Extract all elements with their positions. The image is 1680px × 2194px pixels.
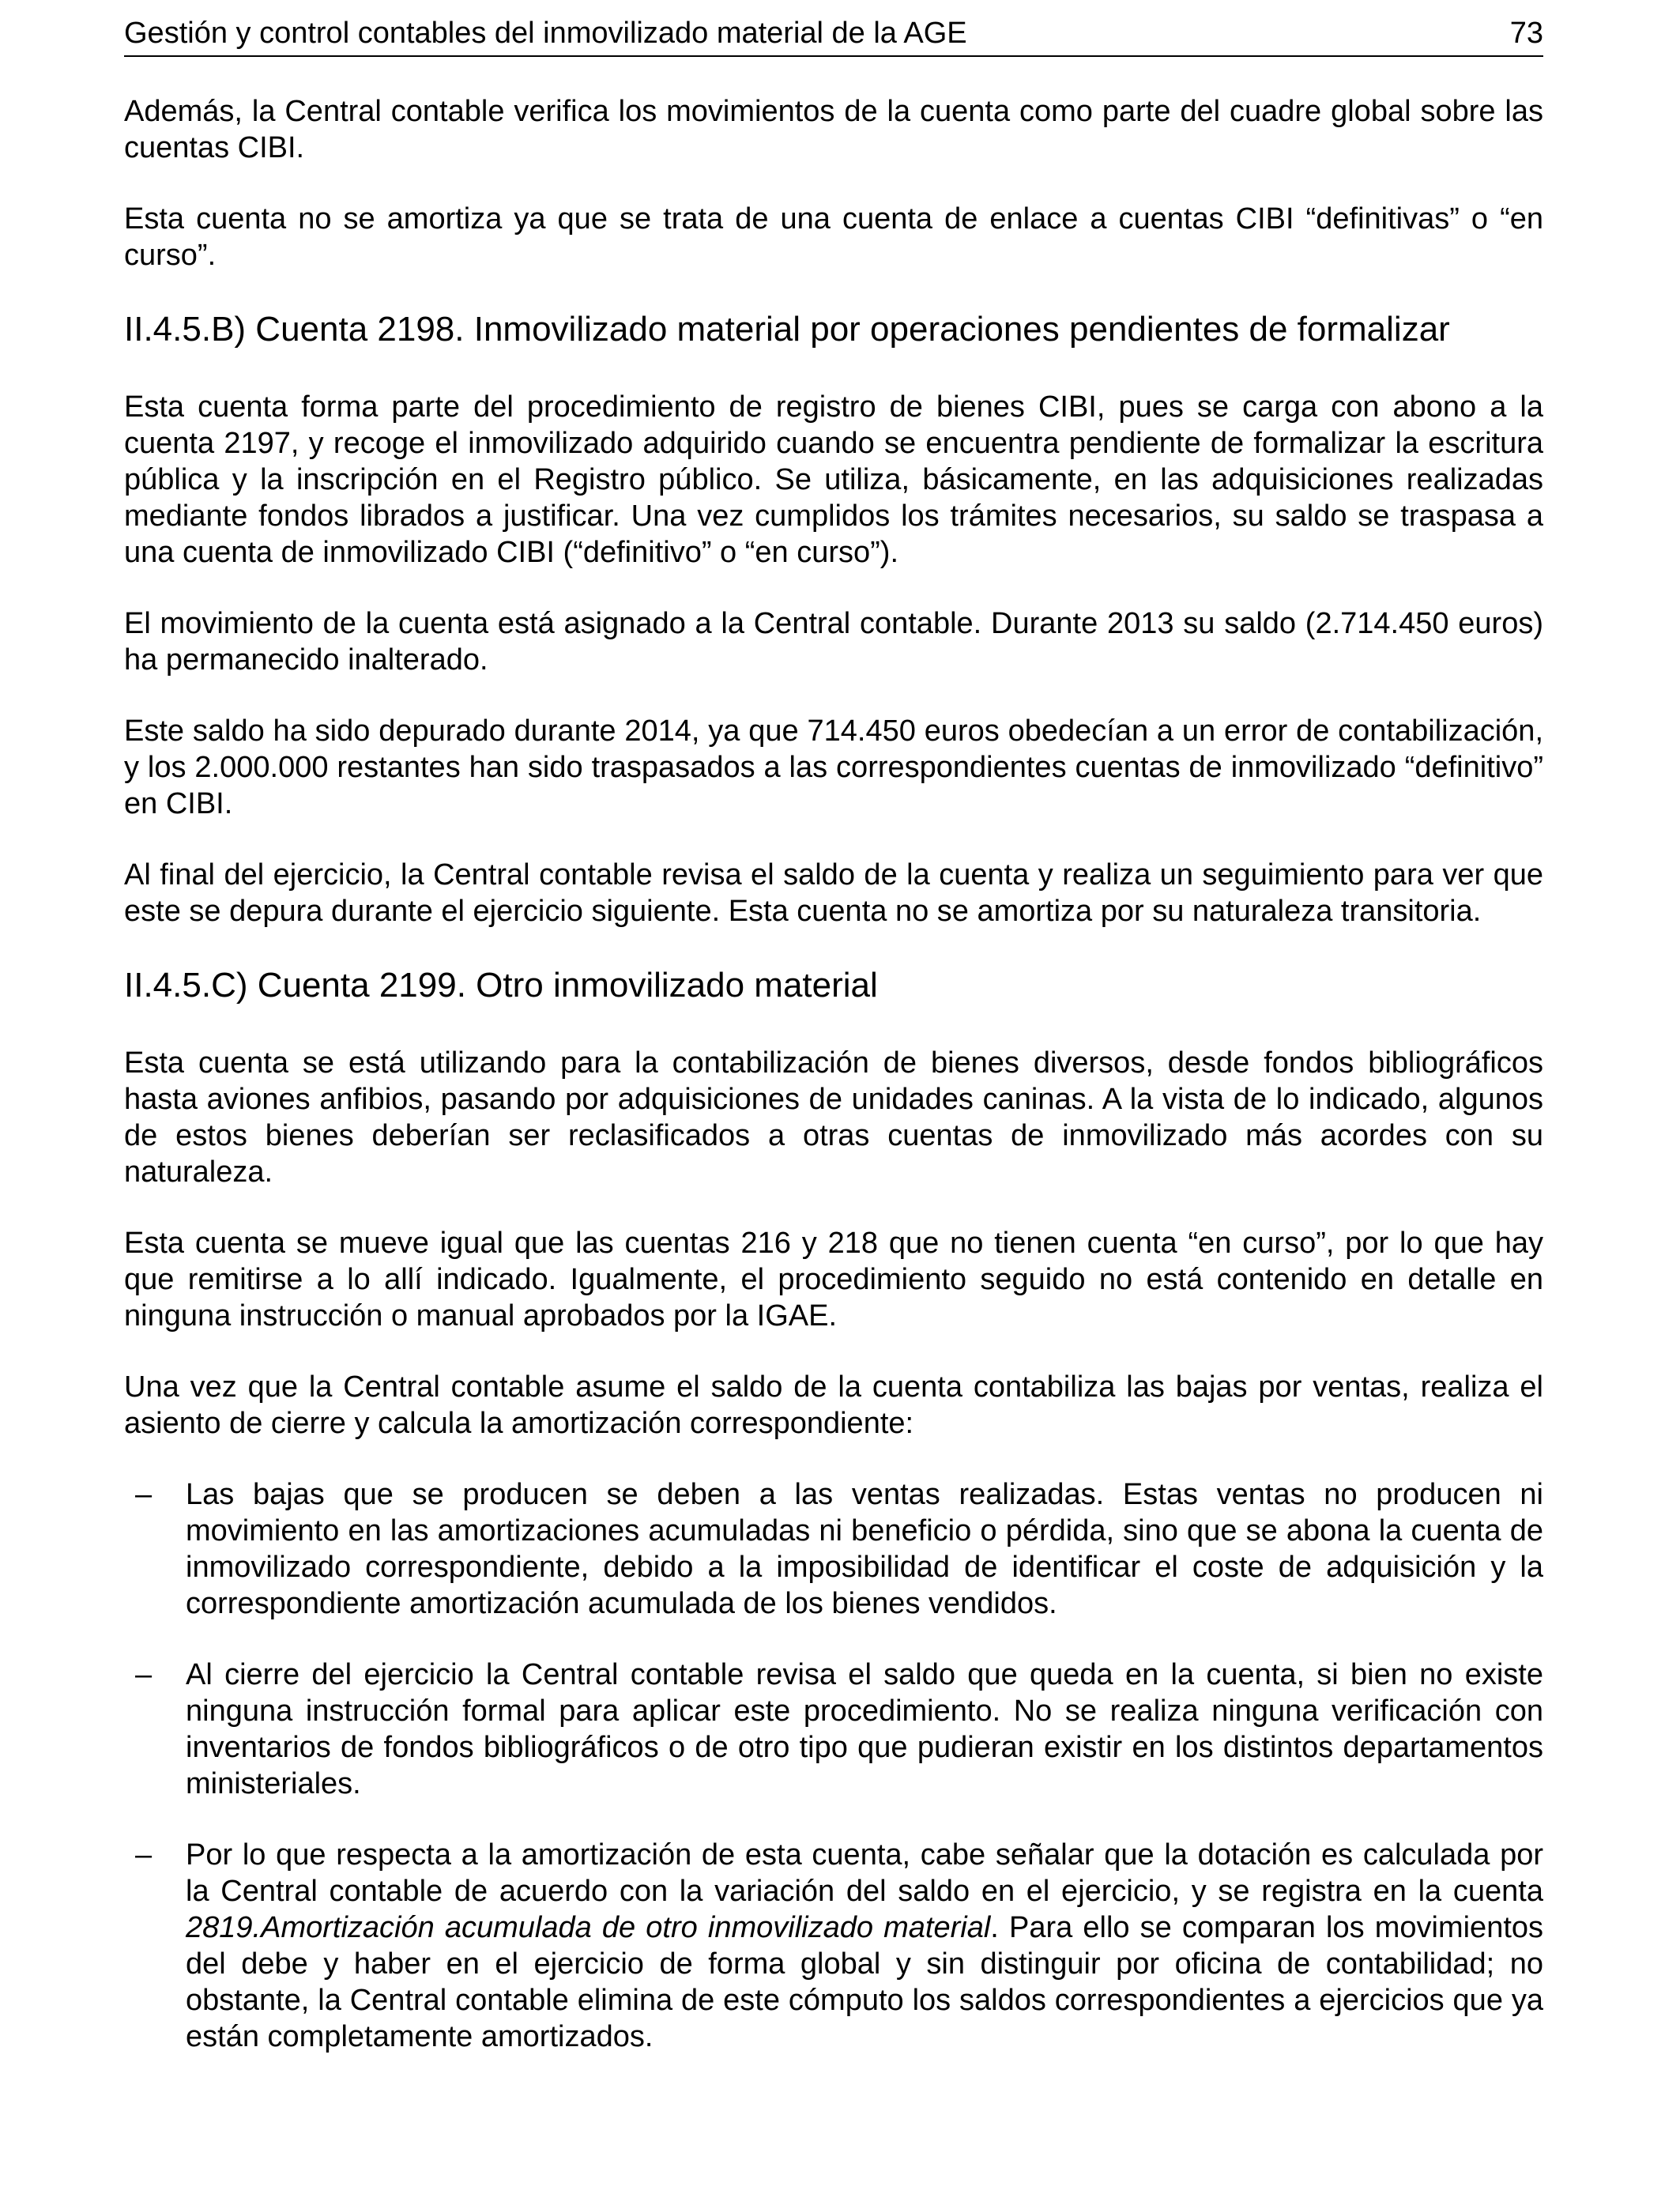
list-item-text: Al cierre del ejercicio la Central contable revisa el saldo que queda en la cuenta, si bien no existe ninguna instrucción formal para aplicar este procedimiento. No se realiza ninguna verificación con inventarios de fondos bibliográficos o de otro tipo que pudieran existir en los distintos departamentos ministeriales. — [186, 1658, 1543, 1800]
paragraph: Esta cuenta forma parte del procedimiento de registro de bienes CIBI, pues se carga con abono a la cuenta 2197, y recoge el inmovilizado adquirido cuando se encuentra pendiente de formalizar la escritura pública y la inscripción en el Registro público. Se utiliza, básicamente, en las adquisiciones realizadas mediante fondos librados a justificar. Una vez cumplidos los trámites necesarios, su saldo se traspasa a una cuenta de inmovilizado CIBI (“definitivo” o “en curso”). — [124, 390, 1543, 569]
dash-bullet-icon: – — [135, 1478, 153, 1511]
dash-bullet-icon: – — [135, 1838, 153, 1872]
paragraph: Este saldo ha sido depurado durante 2014, ya que 714.450 euros obedecían a un error de contabilización, y los 2.000.000 restantes han sido traspasados a las correspondientes cuentas de inmovilizado “definitivo” en CIBI. — [124, 714, 1543, 820]
list-item-text-start: Por lo que respecta a la amortización de esta cuenta, cabe señalar que la dotación es calculada por la Central contable de acuerdo con la variación del saldo en el ejercicio, y se registra en la cuenta — [186, 1838, 1543, 1908]
page-header — [124, 14, 1543, 57]
account-name-italic: 2819.Amortización acumulada de otro inmovilizado material — [186, 1911, 991, 1944]
section-heading-2198: II.4.5.B) Cuenta 2198. Inmovilizado material por operaciones pendientes de formalizar — [124, 310, 1450, 349]
list-item-text-end: . Para ello se comparan los movimientos del debe y haber en el ejercicio de forma global y sin distinguir por oficina de contabilidad; no obstante, la Central contable elimina de este cómputo los saldos correspondientes a ejercicios que ya están completamente amortizados. — [186, 1911, 1544, 2053]
document-page — [124, 0, 1543, 2194]
bullet-list — [124, 1476, 1543, 2055]
list-item-text: Las bajas que se producen se deben a las ventas realizadas. Estas ventas no producen ni movimiento en las amortizaciones acumuladas ni beneficio o pérdida, sino que se abona la cuenta de inmovilizado correspondiente, debido a la imposibilidad de identificar el coste de adquisición y la correspondiente amortización acumulada de los bienes vendidos. — [186, 1478, 1543, 1620]
dash-bullet-icon: – — [135, 1658, 153, 1691]
paragraph: Al final del ejercicio, la Central contable revisa el saldo de la cuenta y realiza un seguimiento para ver que este se depura durante el ejercicio siguiente. Esta cuenta no se amortiza por su naturaleza transitoria. — [124, 858, 1543, 928]
paragraph: El movimiento de la cuenta está asignado a la Central contable. Durante 2013 su saldo (2.714.450 euros) ha permanecido inalterado. — [124, 607, 1543, 677]
list-item — [124, 1837, 1543, 2055]
paragraph: Esta cuenta no se amortiza ya que se trata de una cuenta de enlace a cuentas CIBI “definitivas” o “en curso”. — [124, 202, 1543, 272]
page-number: 73 — [1509, 17, 1543, 50]
list-item — [124, 1476, 1543, 1622]
list-item — [124, 1657, 1543, 1802]
header-title: Gestión y control contables del inmovilizado material de la AGE — [124, 17, 967, 50]
paragraph: Esta cuenta se mueve igual que las cuentas 216 y 218 que no tienen cuenta “en curso”, por lo que hay que remitirse a lo allí indicado. Igualmente, el procedimiento seguido no está contenido en detalle en ninguna instrucción o manual aprobados por la IGAE. — [124, 1227, 1543, 1333]
paragraph: Además, la Central contable verifica los movimientos de la cuenta como parte del cuadre global sobre las cuentas CIBI. — [124, 95, 1543, 164]
section-heading-2199: II.4.5.C) Cuenta 2199. Otro inmovilizado material — [124, 966, 878, 1005]
document-body — [124, 93, 1543, 2090]
paragraph: Una vez que la Central contable asume el saldo de la cuenta contabiliza las bajas por ventas, realiza el asiento de cierre y calcula la amortización correspondiente: — [124, 1370, 1543, 1440]
paragraph: Esta cuenta se está utilizando para la contabilización de bienes diversos, desde fondos bibliográficos hasta aviones anfibios, pasando por adquisiciones de unidades caninas. A la vista de lo indicado, algunos de estos bienes deberían ser reclasificados a otras cuentas de inmovilizado más acordes con su naturaleza. — [124, 1046, 1543, 1189]
